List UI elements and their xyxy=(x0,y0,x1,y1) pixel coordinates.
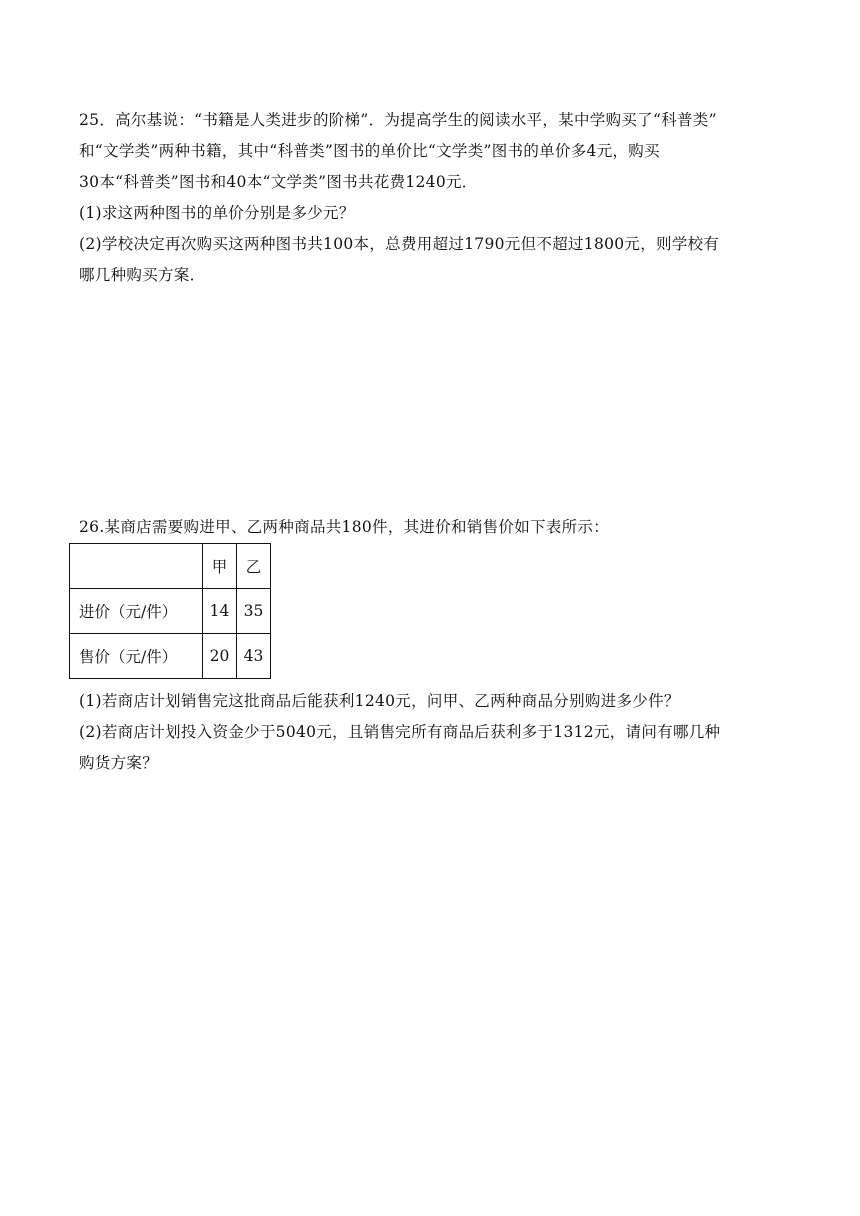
table-header-yi: 乙 xyxy=(237,544,271,589)
question-26-part-2: (2)若商店计划投入资金少于5040元，且销售完所有商品后获利多于1312元，请问有哪几种 xyxy=(79,723,721,741)
question-26-intro xyxy=(79,512,789,543)
question-26-stem: 26.某商店需要购进甲、乙两种商品共180件，其进价和销售价如下表所示： xyxy=(79,518,610,536)
question-25-line: 25．高尔基说：“书籍是人类进步的阶梯”．为提高学生的阅读水平，某中学购买了“科普类” xyxy=(79,111,717,129)
price-yi: 43 xyxy=(237,634,271,679)
table-header-row xyxy=(70,544,271,589)
price-jia: 20 xyxy=(203,634,237,679)
question-25-line: 30本“科普类”图书和40本“文学类”图书共花费1240元． xyxy=(79,173,478,191)
question-26-part-2-cont: 购货方案？ xyxy=(79,754,159,772)
question-25-part-2-cont: 哪几种购买方案． xyxy=(79,266,206,284)
row-label-cost: 进价（元/件） xyxy=(70,589,203,634)
table-row xyxy=(70,589,271,634)
question-26-part-1: (1)若商店计划销售完这批商品后能获利1240元，问甲、乙两种商品分别购进多少件？ xyxy=(79,692,680,710)
question-26-parts xyxy=(79,686,789,779)
table-header-jia: 甲 xyxy=(203,544,237,589)
price-table xyxy=(69,543,271,679)
question-25 xyxy=(79,105,789,291)
question-25-part-1: (1)求这两种图书的单价分别是多少元？ xyxy=(79,204,355,222)
cost-yi: 35 xyxy=(237,589,271,634)
table-corner-cell xyxy=(70,544,203,589)
question-25-part-2: (2)学校决定再次购买这两种图书共100本，总费用超过1790元但不超过1800元，则学校有 xyxy=(79,235,720,253)
row-label-price: 售价（元/件） xyxy=(70,634,203,679)
cost-jia: 14 xyxy=(203,589,237,634)
table-row xyxy=(70,634,271,679)
question-25-line: 和“文学类”两种书籍，其中“科普类”图书的单价比“文学类”图书的单价多4元，购买 xyxy=(79,142,660,160)
